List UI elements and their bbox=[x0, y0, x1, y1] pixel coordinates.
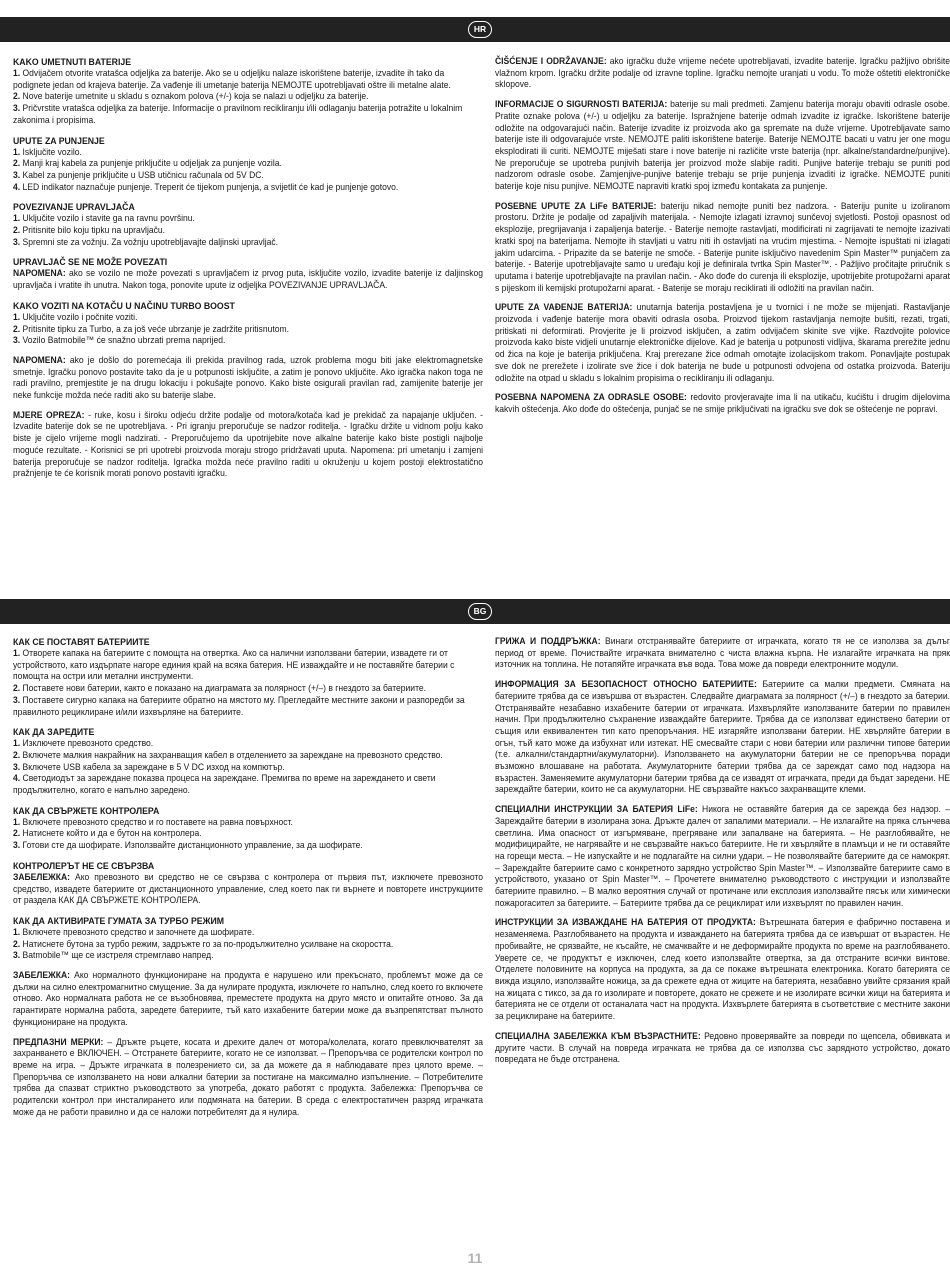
paragraph-heading: ČIŠĆENJE I ODRŽAVANJE: bbox=[495, 56, 607, 66]
charging-section bbox=[13, 135, 483, 194]
paragraph-text: unutarnja baterija postavljena je u tvornici i ne može se mijenjati. Rastavljanje proizvoda i vađenje baterije mora obaviti odrasla osoba. Proizvod tijekom rastavljanja nemojte bušiti, rezati, trgati, pritiskati ni deformirati. Provjerite je li proizvod isključen, a zatim odvijačem skinite sve vijke. Razdvojite polovice proizvoda kako biste vidjeli unutarnje elektroničke dijelove. Kad je baterija u potpunosti vidljiva, škarama prerežite jednu od žica na koje je baterija priključena. Kraj prerezane žice odmah omotajte izolacijskom trakom. Ponavljajte postupak sve dok ne prerežete i izolirate sve žice i dok baterija ne bude u potpunosti odvojena od ostatka proizvoda. Bateriju odložite na otpad u skladu s lokalnim propisima o recikliranju ili odlaganju. bbox=[495, 302, 950, 383]
battery-install-heading: КАК СЕ ПОСТАВЯТ БАТЕРИИТЕ bbox=[13, 636, 150, 647]
paragraph-heading: POSEBNE UPUTE ZA LiFe BATERIJE: bbox=[495, 200, 657, 211]
paragraph-heading: ГРИЖА И ПОДДРЪЖКА: bbox=[495, 636, 601, 646]
turbo-boost-heading: КАК ДА АКТИВИРАТЕ ГУМАТА ЗА ТУРБО РЕЖИМ bbox=[13, 914, 225, 926]
step-text: Isključite vozilo. bbox=[22, 146, 82, 157]
controller-pairing-step bbox=[13, 840, 483, 852]
bg-left-column bbox=[13, 636, 483, 1127]
controller-not-connecting-section bbox=[13, 256, 483, 291]
paragraph-heading: СПЕЦИАЛНА ЗАБЕЛЕЖКА КЪМ ВЪЗРАСТНИТЕ: bbox=[495, 1030, 701, 1041]
note-text: Ако нормалното функциониране на продукта е нарушено или прекъснато, проблемът може да се дължи на силно електромагнитно смущение. За да нулирате продукта, изключете го напълно, след което го включете отново. Ако нормалната работа не се възобновява, преместете продукта на друго място и опитайте отново. За да гарантирате нормална работа, заредете батериите, тъй като изхабените батерии може да възпрепятстват пълното функциониране на продукта. bbox=[13, 970, 483, 1027]
step-number: 3. bbox=[13, 840, 21, 851]
charging-heading: КАК ДА ЗАРЕДИТЕ bbox=[13, 726, 95, 738]
note-label: NAPOMENA: bbox=[13, 354, 66, 365]
step-number: 2. bbox=[13, 225, 21, 236]
turbo-boost-step bbox=[13, 939, 483, 951]
charging-step bbox=[13, 147, 483, 159]
turbo-boost-step bbox=[13, 335, 483, 347]
turbo-boost-section bbox=[13, 915, 483, 962]
bg-right-column bbox=[495, 636, 950, 1074]
step-text: Odvijačem otvorite vratašca odjeljka za baterije. Ako se u odjeljku nalaze iskorištene baterije, izvadite ih tako da podignete jedan od krajeva baterije. Za vađenje ili umetanje baterija NEMOJTE upotrebljavati oštre ili metalne alate. bbox=[13, 68, 451, 90]
hr-right-column bbox=[495, 56, 950, 424]
step-number: 4. bbox=[13, 773, 21, 784]
battery-install-section bbox=[13, 636, 483, 718]
step-number: 4. bbox=[13, 181, 21, 192]
step-text: Manji kraj kabela za punjenje priključite u odjeljak za punjenje vozila. bbox=[22, 158, 282, 169]
note-text: ako je došlo do poremećaja ili prekida pravilnog rada, uzrok problema mogu biti jake elektromagnetske smetnje. Igračku ponovo postavite tako da je u potpunosti isključite, a zatim je ponovo uključite. Ako igračka nakon toga ne radi pravilno, premjestite je na drugu lokaciju i pokušajte ponovo. Kako biste osigurali pravilan rad, zamijenite baterije jer neke funkcije možda neće raditi ako su baterije slabe. bbox=[13, 354, 483, 401]
note-label: NAPOMENA: bbox=[13, 268, 66, 279]
controller-pairing-section bbox=[13, 805, 483, 852]
paragraph-text: bateriju nikad nemojte puniti bez nadzora. - Bateriju punite u izoliranom prostoru. Držite je podalje od zapaljivih materijala. - Nemojte izlagati izravnoj sunčevoj svjetlosti. Postoji opasnost od eksplozije, pregrijavanja i zapaljenja baterije. - Baterije nemojte rastavljati, modificirati ni zagrijavati te nemojte izazivati kratki spoj na baterijama. Nemojte ih stavljati u vatru niti ih ostavljati na vrućim mjestima. - Nemojte ispuštati ni izlagati jakim udarcima. - Pripazite da se baterije ne smoče. - Baterije punite isključivo navedenim Spin Master™ punjačem za baterije. - Baterije upotrebljavajte samo u uređaju koji je definirala tvrtka Spin Master™. - Pažljivo pročitajte priručnik s uputama i baterije upotrebljavajte na pravilan način. - Ako dođe do curenja ili eksplozije, upotrijebite protupožarni aparat s pijeskom ili kemijski protupožarni aparat. - Baterije se moraju reciklirati ili odložiti na pravilan način. bbox=[495, 200, 950, 293]
battery-install-step bbox=[13, 68, 483, 91]
charging-step bbox=[13, 738, 483, 750]
turbo-boost-step bbox=[13, 927, 483, 939]
charging-step bbox=[13, 773, 483, 796]
step-text: Uključite vozilo i počnite voziti. bbox=[22, 311, 138, 322]
step-number: 2. bbox=[13, 91, 21, 102]
step-number: 3. bbox=[13, 694, 21, 705]
paragraph-heading: ИНСТРУКЦИИ ЗА ИЗВАЖДАНЕ НА БАТЕРИЯ ОТ ПРОДУКТА: bbox=[495, 917, 756, 928]
note-label: ЗАБЕЛЕЖКА: bbox=[13, 970, 71, 981]
interference-note bbox=[13, 355, 483, 402]
paragraph-heading: СПЕЦИАЛНИ ИНСТРУКЦИИ ЗА БАТЕРИЯ LiFe: bbox=[495, 804, 698, 815]
info-paragraph bbox=[495, 1031, 950, 1066]
info-paragraph bbox=[495, 636, 950, 671]
paragraph-text: ako igračku duže vrijeme nećete upotrebljavati, izvadite baterije. Igračku pažljivo obrišite vlažnom krpom. Igračku držite podalje od izravne topline. Igračku nemojte uranjati u vodu. To može oštetiti elektroničke sklopove. bbox=[495, 56, 950, 90]
step-text: Включете USB кабела за зареждане в 5 V DC изход на компютър. bbox=[22, 761, 285, 772]
precautions-label: MJERE OPREZA: bbox=[13, 409, 85, 420]
turbo-boost-section bbox=[13, 300, 483, 347]
controller-pairing-section bbox=[13, 201, 483, 248]
info-paragraph bbox=[495, 392, 950, 415]
charging-step bbox=[13, 762, 483, 774]
step-number: 2. bbox=[13, 158, 21, 169]
controller-not-connecting-heading: КОНТРОЛЕРЪТ НЕ СЕ СВЪРЗВА bbox=[13, 859, 155, 871]
battery-install-section bbox=[13, 56, 483, 127]
paragraph-text: Винаги отстранявайте батериите от играчката, когато тя не се използва за дълъг период от време. Почиствайте играчката внимателно с чиста влажна кърпа. Не излагайте играчката на пряк източник на топлина. Не потапяйте играчката във вода. Това може да повреди електронните модули. bbox=[495, 636, 950, 670]
step-number: 2. bbox=[13, 749, 21, 760]
step-number: 3. bbox=[13, 335, 21, 346]
turbo-boost-step bbox=[13, 950, 483, 962]
controller-pairing-step bbox=[13, 828, 483, 840]
step-text: Spremni ste za vožnju. Za vožnju upotrebljavajte daljinski upravljač. bbox=[22, 236, 279, 247]
step-number: 1. bbox=[13, 816, 21, 827]
controller-pairing-step bbox=[13, 225, 483, 237]
section-header-bar-hr bbox=[0, 17, 950, 42]
step-text: Светодиодът за зареждане показва процеса на зареждане. Премигва по време на зареждането и свети продължително, когато е напълно заредено. bbox=[13, 773, 436, 796]
step-number: 1. bbox=[13, 926, 21, 937]
step-text: Kabel za punjenje priključite u USB utičnicu računala od 5V DC. bbox=[22, 169, 264, 180]
info-paragraph bbox=[495, 679, 950, 796]
controller-pairing-heading: КАК ДА СВЪРЖЕТЕ КОНТРОЛЕРА bbox=[13, 804, 160, 816]
paragraph-heading: UPUTE ZA VAĐENJE BATERIJA: bbox=[495, 302, 633, 313]
section-header-bar-bg bbox=[0, 599, 950, 624]
step-text: Включете превозното средство и започнете да шофирате. bbox=[22, 926, 255, 937]
step-number: 1. bbox=[13, 68, 21, 78]
step-number: 3. bbox=[13, 950, 21, 961]
battery-install-step bbox=[13, 103, 483, 126]
paragraph-heading: POSEBNA NAPOMENA ZA ODRASLE OSOBE: bbox=[495, 392, 687, 403]
paragraph-text: Редовно проверявайте за повреди по щепсела, обвивката и другите части. В случай на повреда играчката не трябва да се използва със зарядното устройство, докато повредата не бъде отстранена. bbox=[495, 1030, 950, 1065]
paragraph-text: Батериите са малки предмети. Смяната на батериите трябва да се извършва от възрастен. Следвайте диаграмата за полярност (+/–) в гнездото за батерии. Отстранявайте незабавно изхабените батерии от играчката. Изхвърляйте използваните батерии по правилен начин. При продължително съхранение изваждайте батериите. Трябва да се използват единствено батерии от същия или еквивалентен тип като препоръчания. НЕ изгаряйте използвани батерии. НЕ хвърляйте батерии в огън, тъй като може да избухнат или изтекат. НЕ смесвайте стари с нови батерии или различни типове батерии (т.е. алкални/стандартни/акумулаторни). Използването на акумулаторни батерии не се препоръчва поради възможно влошаване на работата. Акумулаторните батерии трябва да се зареждат само под надзора на възрастен. Заменяемите акумулаторни батерии трябва да се извадят от играчката, преди да бъдат заредени. НЕ зареждайте батерии, които не са акумулаторни. НЕ свързвайте накъсо захранващите клеми. bbox=[495, 679, 950, 795]
step-number: 3. bbox=[13, 169, 21, 180]
paragraph-heading: ИНФОРМАЦИЯ ЗА БЕЗОПАСНОСТ ОТНОСНО БАТЕРИИТЕ: bbox=[495, 679, 757, 690]
step-text: Готови сте да шофирате. Използвайте дистанционното управление, за да шофирате. bbox=[22, 840, 363, 851]
note-text: ako se vozilo ne može povezati s upravljačem iz prvog puta, isključite vozilo, izvadite baterije iz daljinskog upravljača i vratite ih unutra. Nakon toga, ponovite upute iz odjeljka POVEZIVANJE UPRAVLJAČA. bbox=[13, 268, 484, 291]
note-label: ЗАБЕЛЕЖКА: bbox=[13, 871, 71, 882]
step-text: Включете малкия накрайник на захранващия кабел в отделението за зареждане на превозното средство. bbox=[22, 749, 443, 760]
battery-install-step bbox=[13, 91, 483, 103]
step-text: Поставете сигурно капака на батериите обратно на мястото му. Прегледайте местните закони и разпоредби за правилното рециклиране и/или изхвърляне на батериите. bbox=[13, 694, 465, 717]
charging-step bbox=[13, 182, 483, 194]
paragraph-text: Вътрешната батерия е фабрично поставена и незаменяема. Разглобяването на продукта и изваждането на батерията трябва да се извършат от възрастен. Не пробивайте, не срязвайте, не късайте, не смачквайте и не деформирайте продукта по време на разглобяването. Уверете се, че продуктът е изключен, след което използвайте отвертка, за да отстраните всички винтове. Отделете половините на корпуса на продукта, за да се покаже вътрешната електроника. Когато батерията се вижда изцяло, използвайте ножица, за да срежете една от жиците на батерията, незабавно увийте срязания край на жицата с тиксо, за да го изолирате и повторете, докато не срежете и не изолирате всички жици на батерията и батерията не се отдели от останалата част на продукта. Изхвърлете батерията в съответствие с местните закони за рециклиране на батериите. bbox=[495, 917, 950, 1022]
precautions-paragraph bbox=[13, 410, 483, 480]
hr-left-column bbox=[13, 56, 483, 488]
step-text: Pritisnite tipku za Turbo, a za još veće ubrzanje je zadržite pritisnutom. bbox=[22, 323, 289, 334]
step-number: 1. bbox=[13, 738, 21, 749]
charging-step bbox=[13, 170, 483, 182]
info-paragraph bbox=[495, 56, 950, 91]
step-number: 3. bbox=[13, 236, 21, 247]
note-text: Ако превозното ви средство не се свързва с контролера от първия път, изключете превозното средство, извадете батериите от дистанционното управление, след което пак ги върнете и повторете инструкциите от раздела КАК ДА СВЪРЖЕТЕ КОНТРОЛЕРА. bbox=[13, 871, 484, 906]
step-text: LED indikator naznačuje punjenje. Treperit će tijekom punjenja, a svijetlit će kad je punjenje gotovo. bbox=[22, 181, 399, 192]
step-number: 1. bbox=[13, 213, 21, 224]
step-text: Поставете нови батерии, както е показано на диаграмата за полярност (+/–) в гнездото за батериите. bbox=[22, 683, 427, 694]
controller-not-connecting-note bbox=[13, 268, 483, 291]
controller-not-connecting-note bbox=[13, 872, 483, 907]
info-paragraph bbox=[495, 302, 950, 384]
step-text: Uključite vozilo i stavite ga na ravnu površinu. bbox=[22, 213, 195, 224]
precautions-text: - ruke, kosu i široku odjeću držite podalje od motora/kotača kad je prekidač za napajanje uključen. - Izvadite baterije dok se ne upotrebljava. - Pri igranju preporučuje se nadzor roditelja. - Igračku držite u vidnom polju kako biste je cijelo vrijeme mogli nadzirati. - Preporučujemo da upotrijebite nove alkalne baterije kako biste postigli najbolje moguće rezultate. - Korisnici se pri upotrebi proizvoda moraju strogo pridržavati uputa. Napomena: pri umetanju i zamjeni baterija preporučuje se nadzor roditelja. Igračka možda neće pravilno raditi u okruženju u kojem postoji elektrostatično pražnjenje te će korisnik morati ponovo postaviti igračku. bbox=[13, 409, 483, 479]
charging-step bbox=[13, 750, 483, 762]
step-number: 3. bbox=[13, 103, 21, 114]
battery-install-heading: KAKO UMETNUTI BATERIJE bbox=[13, 56, 132, 67]
battery-install-step bbox=[13, 683, 483, 695]
interference-note bbox=[13, 970, 483, 1029]
precautions-label: ПРЕДПАЗНИ МЕРКИ: bbox=[13, 1036, 104, 1047]
controller-pairing-step bbox=[13, 237, 483, 249]
battery-install-step bbox=[13, 695, 483, 718]
page-number: 11 bbox=[467, 1250, 483, 1266]
step-text: Натиснете бутона за турбо режим, задръжте го за по-продължително усилване на скоростта. bbox=[22, 938, 394, 949]
step-text: Включете превозното средство и го поставете на равна повърхност. bbox=[22, 816, 293, 827]
step-number: 3. bbox=[13, 761, 21, 772]
step-number: 2. bbox=[13, 828, 21, 839]
info-paragraph bbox=[495, 804, 950, 909]
charging-step bbox=[13, 158, 483, 170]
paragraph-heading: INFORMACIJE O SIGURNOSTI BATERIJA: bbox=[495, 99, 668, 110]
precautions-paragraph bbox=[13, 1037, 483, 1119]
info-paragraph bbox=[495, 201, 950, 295]
paragraph-text: Никога не оставяйте батерия да се зарежда без надзор. – Зареждайте батерии в изолирана зона. Дръжте далеч от запалими материали. – Не излагайте на пряка слънчева светлина. Има опасност от изгърмяване, прегряване или запалване на батерията. – Не разглобявайте, не модифицирайте, не нагрявайте и не свързвайте накъсо батериите. Не ги хвърляйте в пламъци и не ги оставяйте на горещи места. – Не изпускайте и не подлагайте на силни удари. – Не позволявайте батериите да се намокрят. – Зареждайте батериите само с конкретното зарядно устройство Spin Master™. – Използвайте батериите само в устройството, указано от Spin Master™. – Прочетете внимателно ръководството с инструкции и използвайте батериите правилно. – В малко вероятния случай от протичане или експлозия използвайте пясък или химически пожарогасител за батериите. – Батериите трябва да се рециклират или изхвърлят по правилен начин. bbox=[495, 804, 950, 908]
step-text: Pritisnite bilo koju tipku na upravljaču. bbox=[22, 225, 166, 236]
step-text: Vozilo Batmobile™ će snažno ubrzati prema naprijed. bbox=[22, 335, 226, 346]
step-number: 1. bbox=[13, 648, 21, 658]
step-text: Pričvrstite vratašca odjeljka za baterije. Informacije o pravilnom recikliranju i/ili odlaganju baterija potražite u lokalnim zakonima i propisima. bbox=[13, 103, 463, 125]
precautions-text: – Дръжте ръцете, косата и дрехите далеч от мотора/колелата, когато превключвателят за захранването е ВКЛЮЧЕН. – Отстранете батериите, когато не се използват. – Препоръчва се родителски контрол по време на игра. – Дръжте играчката в полезрението си, за да можете да я наблюдавате през цялото време. – Препоръчва се използването на нови алкални батерии за постигане на максимално изпълнение. – Потребителите трябва да спазват стриктно ръководството за употреба, докато работят с продукта. Забележка: Препоръчва се родителски контрол при инсталирането или подмяната на батерии. В среда с електростатичен разряд играчката може да не работи правилно и да се наложи потребителят да я нулира. bbox=[13, 1036, 483, 1117]
turbo-boost-heading: KAKO VOZITI NA KOTAČU U NAČINU TURBO BOOST bbox=[13, 299, 235, 311]
language-badge-hr: HR bbox=[468, 21, 492, 38]
controller-not-connecting-section bbox=[13, 860, 483, 907]
step-text: Изключете превозното средство. bbox=[22, 738, 154, 749]
controller-not-connecting-heading: UPRAVLJAČ SE NE MOŽE POVEZATI bbox=[13, 256, 168, 268]
step-text: Batmobile™ ще се изстреля стремглаво напред. bbox=[22, 950, 214, 961]
info-paragraph bbox=[495, 917, 950, 1022]
step-text: Nove baterije umetnite u skladu s oznakom polova (+/-) koja se nalazi u odjeljku za baterije. bbox=[22, 91, 369, 102]
info-paragraph bbox=[495, 99, 950, 193]
controller-pairing-step bbox=[13, 213, 483, 225]
turbo-boost-step bbox=[13, 312, 483, 324]
paragraph-text: baterije su mali predmeti. Zamjenu baterija moraju obaviti odrasle osobe. Pratite oznake polova (+/-) u odjeljku za baterije. Ispražnjene baterije odmah izvadite iz igračke. Iskorištene baterije odložite na odgovarajući način. Baterije izvadite iz proizvoda ako ga spremate na duže vrijeme. Upotrebljavate samo baterije iste ili odgovarajuće vrste. NEMOJTE paliti iskorištene baterije. Baterije NEMOJTE bacati u vatru jer one mogu eksplodirati ili curiti. NEMOJTE miješati stare i nove baterije ni različite vrste baterija (npr. alkalne/standardne/punjive). Ne preporučuje se upotreba punjivih baterija jer proizvod može slabije raditi. Punjive baterije trebaju se puniti pod nadzorom odrasle osobe. Zamjenjive-punjive baterije trebaju se prije punjenja izvaditi iz igračke. NEMOJTE puniti baterije koje nisu punjive. NEMOJTE napraviti kratki spoj između kontakata za punjenje. bbox=[495, 99, 950, 192]
step-number: 2. bbox=[13, 323, 21, 334]
step-number: 1. bbox=[13, 146, 21, 157]
charging-section bbox=[13, 726, 483, 797]
paragraph-text: redovito provjeravajte ima li na utikaču, kućištu i drugim dijelovima kakvih oštećenja. Ako dođe do oštećenja, punjač se ne smije priključivati na igračku sve dok se oštećenje ne popravi. bbox=[495, 392, 950, 414]
language-badge-bg: BG bbox=[468, 603, 492, 620]
step-text: Натиснете който и да е бутон на контролера. bbox=[22, 828, 202, 839]
controller-pairing-step bbox=[13, 817, 483, 829]
charging-heading: UPUTE ZA PUNJENJE bbox=[13, 134, 105, 146]
step-text: Отворете капака на батериите с помощта на отвертка. Ако са налични използвани батерии, извадете ги от устройството, като издърпате нагоре единия край на всяка батерия. НЕ изваждайте и не поставяйте батерии с помощта на остри или метални инструменти. bbox=[13, 648, 455, 682]
step-number: 2. bbox=[13, 938, 21, 949]
step-number: 2. bbox=[13, 683, 21, 694]
battery-install-step bbox=[13, 648, 483, 683]
controller-pairing-heading: POVEZIVANJE UPRAVLJAČA bbox=[13, 201, 135, 213]
step-number: 1. bbox=[13, 311, 21, 322]
turbo-boost-step bbox=[13, 324, 483, 336]
